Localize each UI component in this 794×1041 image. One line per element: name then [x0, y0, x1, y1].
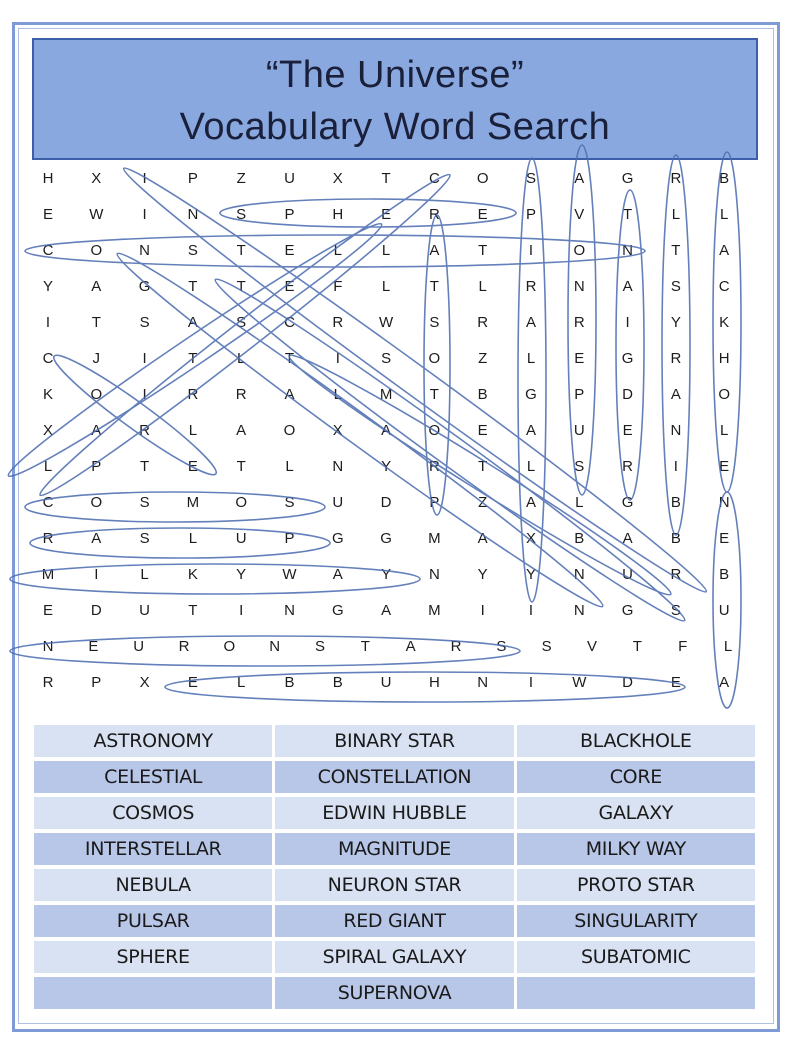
grid-letter: A — [622, 278, 633, 295]
grid-letter: M — [41, 566, 55, 583]
grid-letter: B — [719, 566, 730, 583]
word-list-item: CORE — [517, 761, 755, 793]
grid-letter: R — [670, 170, 682, 187]
grid-letter: N — [477, 674, 489, 691]
grid-letter: T — [623, 206, 633, 223]
grid-letter: G — [621, 494, 634, 511]
grid-letter: V — [586, 638, 597, 655]
grid-letter: L — [237, 674, 246, 691]
grid-letter: H — [332, 206, 344, 223]
grid-letter: N — [573, 602, 585, 619]
grid-letter: U — [133, 638, 145, 655]
grid-letter: I — [335, 350, 340, 367]
grid-letter: O — [718, 386, 731, 403]
grid-letter: L — [333, 242, 342, 259]
word-list-item: NEBULA — [34, 869, 272, 901]
oval-cosmos — [25, 492, 325, 522]
oval-neuron-star — [10, 636, 520, 666]
oval-diag-1 — [115, 156, 715, 603]
grid-letter: N — [573, 566, 585, 583]
grid-letter: B — [719, 170, 730, 187]
grid-letter: L — [43, 458, 53, 475]
grid-letter: L — [723, 638, 733, 655]
grid-letter: F — [333, 278, 343, 295]
grid-letter: T — [140, 458, 150, 475]
grid-letter: S — [139, 494, 150, 511]
grid-letter: R — [187, 386, 199, 403]
grid-letter: C — [718, 278, 730, 295]
grid-letter: K — [42, 386, 53, 403]
grid-letter: L — [478, 278, 487, 295]
grid-letter: A — [284, 386, 295, 403]
word-list-item: MILKY WAY — [517, 833, 755, 865]
grid-letter: R — [573, 314, 585, 331]
grid-letter: N — [332, 458, 344, 475]
grid-letter: L — [285, 458, 294, 475]
grid-letter: T — [284, 350, 295, 367]
grid-letter: A — [381, 422, 392, 439]
grid-letter: I — [528, 602, 534, 619]
word-list-item: SPHERE — [34, 941, 272, 973]
grid-letter: S — [139, 530, 150, 547]
grid-letter: B — [284, 674, 295, 691]
grid-letter: T — [188, 602, 198, 619]
grid-letter: L — [575, 494, 584, 511]
grid-letter: T — [360, 638, 370, 655]
grid-letter: L — [188, 530, 198, 547]
grid-letter: S — [236, 314, 247, 331]
grid-letter: O — [573, 242, 586, 259]
word-list-item: NEURON STAR — [275, 869, 513, 901]
word-list-item: COSMOS — [34, 797, 272, 829]
grid-letter: S — [236, 206, 247, 223]
grid-letter: P — [284, 206, 295, 223]
grid-letter: A — [525, 494, 536, 511]
grid-letter: G — [621, 170, 634, 187]
grid-letter: A — [525, 422, 536, 439]
grid-letter: N — [718, 494, 730, 511]
grid-letter: E — [284, 242, 295, 259]
grid-letter: P — [91, 674, 102, 691]
grid-letter: D — [622, 386, 634, 403]
grid-letter: R — [428, 458, 440, 475]
grid-letter: Y — [236, 566, 247, 583]
grid-letter: P — [525, 206, 536, 223]
grid-letter: E — [477, 422, 488, 439]
grid-letter: U — [332, 494, 344, 511]
grid-letter: U — [284, 170, 295, 187]
grid-letter: E — [574, 350, 585, 367]
grid-letter: Z — [236, 170, 246, 187]
grid-letter: N — [42, 638, 54, 655]
grid-letter: H — [42, 170, 54, 187]
grid-letter: L — [140, 566, 149, 583]
grid-letter: I — [142, 170, 147, 187]
grid-letter: N — [573, 278, 585, 295]
grid-letter: A — [332, 566, 343, 583]
grid-letter: D — [622, 674, 634, 691]
grid-letter: I — [142, 206, 147, 223]
grid-letter: I — [528, 674, 534, 691]
grid-letter: T — [236, 278, 246, 295]
grid-letter: I — [94, 566, 99, 583]
grid-letter: B — [670, 530, 681, 547]
grid-letter: R — [622, 458, 634, 475]
grid-letter: G — [138, 278, 151, 295]
grid-letter: R — [477, 314, 489, 331]
grid-letter: W — [89, 206, 104, 223]
grid-letter: L — [381, 278, 391, 295]
grid-letter: E — [187, 458, 198, 475]
word-list-item: CONSTELLATION — [275, 761, 513, 793]
grid-letter: K — [719, 314, 730, 331]
grid-letter: R — [178, 638, 190, 655]
grid-letter: L — [188, 422, 198, 439]
word-list-item: EDWIN HUBBLE — [275, 797, 513, 829]
grid-letter: A — [187, 314, 198, 331]
grid-letter: O — [428, 350, 441, 367]
grid-letter: C — [42, 350, 54, 367]
grid-letter: W — [282, 566, 297, 583]
oval-edwin-hubble — [165, 672, 685, 702]
grid-letter: E — [719, 458, 730, 475]
grid-letter: G — [621, 602, 634, 619]
grid-letter: E — [42, 602, 53, 619]
grid-letter: H — [718, 350, 730, 367]
grid-letter: U — [718, 602, 730, 619]
oval-astronomy — [518, 158, 546, 602]
grid-letter: Y — [381, 458, 392, 475]
grid-letter: I — [480, 602, 485, 619]
grid-letter: R — [670, 350, 682, 367]
grid-letter: S — [496, 638, 507, 655]
grid-letter: D — [380, 494, 392, 511]
grid-letter: Y — [477, 566, 488, 583]
grid-letter: M — [186, 494, 200, 511]
grid-letter: Y — [381, 566, 392, 583]
grid-letter: N — [622, 242, 634, 259]
grid-letter: K — [187, 566, 198, 583]
word-list-row — [34, 905, 758, 941]
grid-letter: M — [428, 602, 441, 619]
grid-letter: T — [429, 278, 439, 295]
word-list-row — [34, 833, 758, 869]
grid-letter: G — [331, 530, 344, 547]
grid-letter: E — [622, 422, 633, 439]
oval-pulsar — [30, 528, 330, 558]
grid-letter: S — [574, 458, 585, 475]
grid-letter: R — [525, 278, 537, 295]
grid-letter: B — [670, 494, 681, 511]
oval-blackhole — [713, 152, 741, 492]
grid-letter: G — [525, 386, 537, 403]
grid-letter: Y — [525, 566, 536, 583]
grid-letter: O — [223, 638, 236, 655]
grid-letter: X — [332, 170, 343, 187]
word-list-item: PROTO STAR — [517, 869, 755, 901]
grid-letter: T — [91, 314, 101, 331]
grid-letter: U — [139, 602, 151, 619]
grid-letter: X — [91, 170, 102, 187]
grid-letter: A — [91, 530, 102, 547]
grid-letter: O — [235, 494, 248, 511]
grid-letter: O — [476, 170, 489, 187]
word-list-item: INTERSTELLAR — [34, 833, 272, 865]
grid-letter: R — [428, 206, 440, 223]
grid-letter: A — [91, 278, 102, 295]
grid-letter: E — [42, 206, 53, 223]
grid-letter: V — [574, 206, 585, 223]
title-line-1: “The Universe” — [265, 54, 525, 96]
grid-letter: S — [187, 242, 198, 259]
grid-letter: O — [90, 494, 103, 511]
grid-letter: I — [142, 350, 147, 367]
oval-diag-2 — [108, 242, 611, 619]
word-list-item: ASTRONOMY — [34, 725, 272, 757]
grid-letter: W — [572, 674, 587, 691]
grid-letter: E — [381, 206, 392, 223]
word-list-item: BLACKHOLE — [517, 725, 755, 757]
grid-letter: M — [379, 386, 393, 403]
grid-letter: A — [91, 422, 102, 439]
word-list-row — [34, 761, 758, 797]
grid-letter: A — [525, 314, 536, 331]
grid-letter: S — [139, 314, 150, 331]
grid-letter: U — [235, 530, 247, 547]
grid-letter: I — [142, 386, 147, 403]
grid-letter: M — [428, 530, 441, 547]
grid-letter: N — [139, 242, 151, 259]
grid-letter: S — [284, 494, 295, 511]
grid-letter: R — [42, 530, 54, 547]
word-list-item: SINGULARITY — [517, 905, 755, 937]
grid-letter: R — [42, 674, 54, 691]
grid-letter: O — [90, 386, 103, 403]
grid-letter: O — [428, 422, 441, 439]
grid-letter: I — [45, 314, 51, 331]
word-list-item: SPIRAL GALAXY — [275, 941, 513, 973]
oval-vertical-2 — [568, 145, 596, 495]
grid-letter: A — [477, 530, 488, 547]
grid-letter: P — [91, 458, 102, 475]
grid-letter: L — [720, 422, 729, 439]
grid-letter: U — [380, 674, 392, 691]
oval-constellation — [25, 235, 645, 267]
grid-letter: X — [139, 674, 150, 691]
grid-letter: N — [284, 602, 295, 619]
grid-letter: E — [187, 674, 198, 691]
word-list-row — [34, 797, 758, 833]
grid-letter: C — [42, 242, 54, 259]
grid-letter: B — [477, 386, 488, 403]
grid-letter: W — [379, 314, 394, 331]
title-line-2: Vocabulary Word Search — [179, 106, 611, 148]
grid-letter: T — [478, 458, 488, 475]
grid-letter: U — [573, 422, 585, 439]
grid-letter: I — [239, 602, 244, 619]
grid-letter: L — [526, 350, 536, 367]
grid-letter: T — [236, 242, 246, 259]
grid-letter: C — [42, 494, 54, 511]
grid-letter: E — [284, 278, 295, 295]
grid-letter: S — [429, 314, 440, 331]
grid-letter: N — [670, 422, 682, 439]
word-list-item: SUPERNOVA — [275, 977, 513, 1009]
grid-letter: P — [187, 170, 198, 187]
grid-letter: T — [429, 386, 439, 403]
grid-letter: S — [314, 638, 325, 655]
grid-letter: U — [622, 566, 634, 583]
grid-letter: G — [621, 350, 634, 367]
grid-letter: B — [574, 530, 585, 547]
word-list-item: CELESTIAL — [34, 761, 272, 793]
oval-galaxy — [616, 190, 644, 500]
word-list-row — [34, 977, 758, 1013]
grid-letter: R — [235, 386, 247, 403]
grid-letter: A — [236, 422, 247, 439]
grid-letter: S — [525, 170, 536, 187]
grid-letter: X — [525, 530, 536, 547]
word-list-row — [34, 869, 758, 905]
word-list-item: RED GIANT — [275, 905, 513, 937]
oval-milky-way — [10, 564, 420, 594]
grid-letter: G — [331, 602, 344, 619]
grid-letter: E — [670, 674, 681, 691]
grid-letter: L — [671, 206, 681, 223]
grid-letter: A — [670, 386, 681, 403]
word-list-item: SUBATOMIC — [517, 941, 755, 973]
grid-letter: G — [380, 530, 392, 547]
grid-letter: R — [332, 314, 344, 331]
grid-letter: A — [405, 638, 416, 655]
grid-letter: A — [719, 674, 730, 691]
grid-letter: N — [187, 206, 199, 223]
grid-letter: O — [283, 422, 296, 439]
grid-letter: E — [477, 206, 488, 223]
grid-letter: P — [574, 386, 585, 403]
grid-letter: E — [719, 530, 730, 547]
grid-letter: N — [428, 566, 440, 583]
grid-letter: P — [429, 494, 440, 511]
grid-letter: P — [284, 530, 295, 547]
word-list — [34, 725, 758, 1013]
grid-letter: L — [333, 386, 342, 403]
grid-letter: T — [236, 458, 246, 475]
grid-letter: S — [670, 602, 681, 619]
grid-letter: I — [625, 314, 630, 331]
grid-letter: R — [450, 638, 462, 655]
grid-letter: F — [678, 638, 688, 655]
word-list-row — [34, 725, 758, 761]
grid-letter: T — [671, 242, 681, 259]
grid-letter: I — [673, 458, 678, 475]
word-list-item: BINARY STAR — [275, 725, 513, 757]
word-list-item — [517, 977, 755, 1009]
grid-letter: O — [90, 242, 103, 259]
grid-letter: Y — [42, 278, 53, 295]
grid-letter: A — [622, 530, 633, 547]
grid-letter: S — [381, 350, 392, 367]
word-list-item — [34, 977, 272, 1009]
grid-letter: R — [670, 566, 682, 583]
grid-letter: A — [381, 602, 392, 619]
grid-letter: T — [188, 350, 198, 367]
grid-letter: Z — [478, 494, 488, 511]
grid-letter: Z — [478, 350, 488, 367]
grid-letter: L — [381, 242, 391, 259]
grid-letter: X — [42, 422, 53, 439]
grid-letter: A — [574, 170, 585, 187]
grid-letter: E — [88, 638, 99, 655]
grid-letter: T — [188, 278, 198, 295]
word-list-item: MAGNITUDE — [275, 833, 513, 865]
grid-letter: T — [381, 170, 391, 187]
grid-letter: L — [237, 350, 246, 367]
grid-letter: D — [90, 602, 102, 619]
grid-letter: X — [332, 422, 343, 439]
grid-letter: Y — [670, 314, 681, 331]
grid-letter: L — [526, 458, 536, 475]
grid-letter: C — [284, 314, 295, 331]
grid-letter: A — [719, 242, 730, 259]
word-list-item: GALAXY — [517, 797, 755, 829]
grid-letter: L — [720, 206, 729, 223]
oval-interstellar — [662, 155, 690, 535]
word-list-row — [34, 941, 758, 977]
grid-letter: I — [528, 242, 534, 259]
oval-nebula — [713, 492, 741, 708]
grid-letter: N — [269, 638, 281, 655]
grid-letter: S — [541, 638, 552, 655]
grid-letter: J — [92, 350, 101, 367]
grid-letter: H — [428, 674, 440, 691]
word-list-item: PULSAR — [34, 905, 272, 937]
grid-letter: C — [428, 170, 440, 187]
grid-letter: A — [429, 242, 440, 259]
grid-letter: T — [478, 242, 488, 259]
oval-diag-4 — [31, 164, 458, 506]
grid-letter: T — [632, 638, 642, 655]
grid-letter: R — [139, 422, 151, 439]
grid-letter: B — [332, 674, 343, 691]
oval-sphere — [220, 199, 516, 227]
grid-letter: S — [670, 278, 681, 295]
